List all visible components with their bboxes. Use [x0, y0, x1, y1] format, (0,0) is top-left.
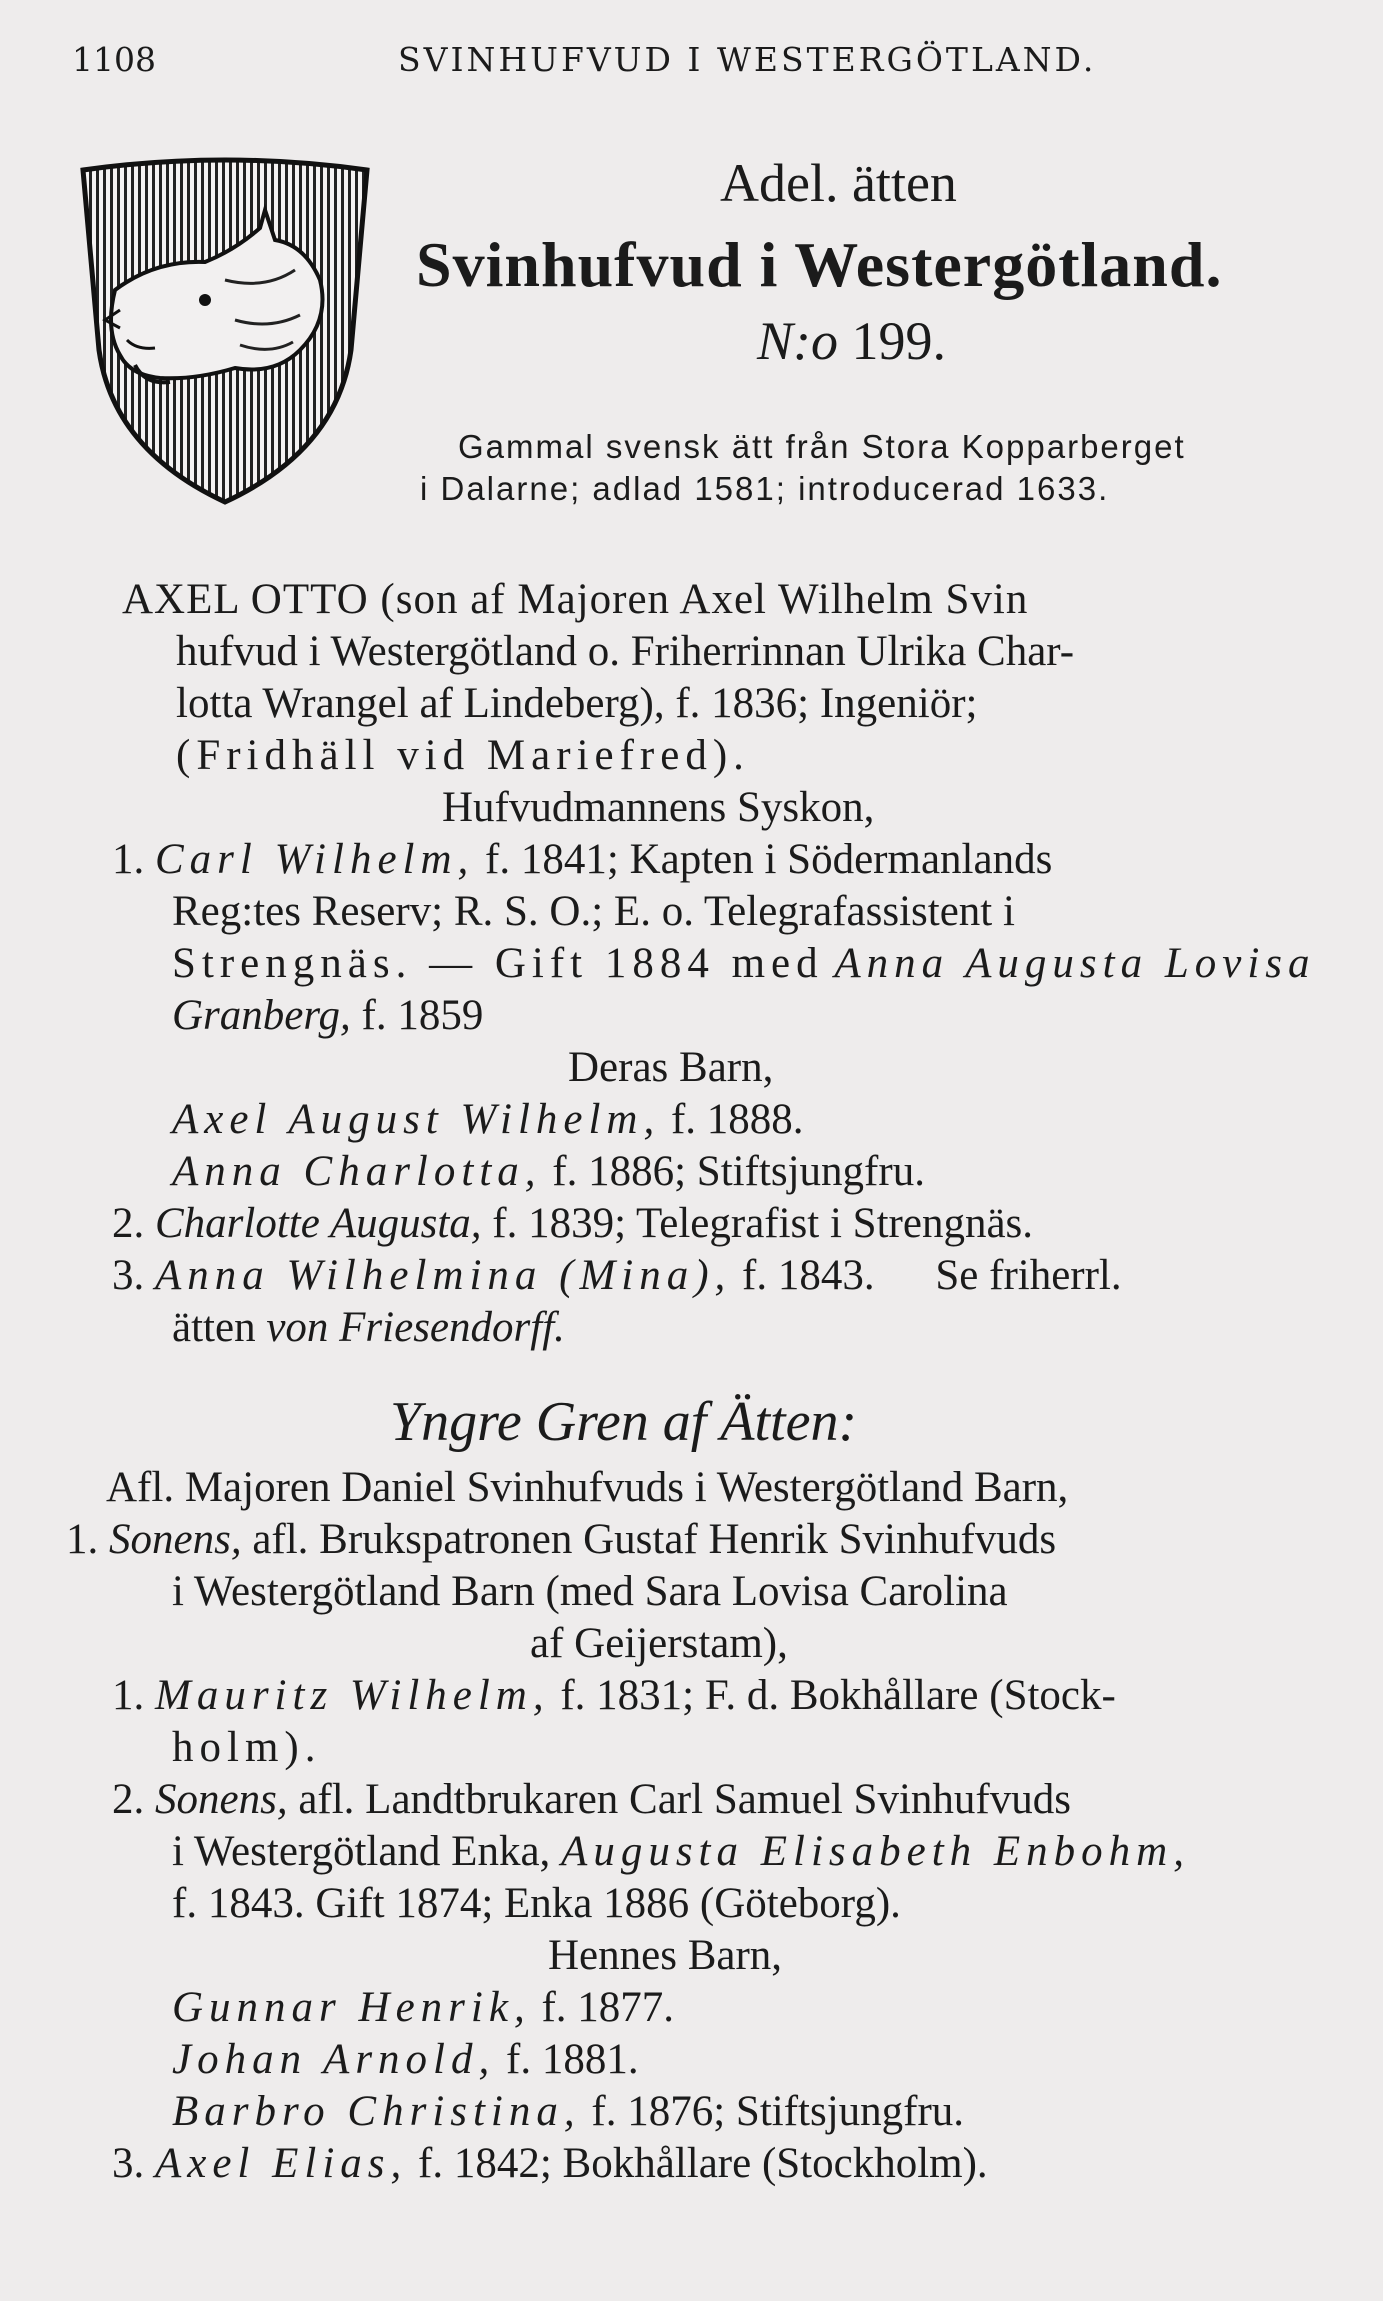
person-name: Granberg,	[172, 992, 351, 1039]
person-name: Johan Arnold,	[172, 2036, 496, 2083]
text-line	[172, 1986, 674, 2029]
person-name: Anna Wilhelmina (Mina),	[155, 1252, 732, 1299]
text-line: i Westergötland Barn (med Sara Lovisa Carolina	[172, 1568, 1008, 1615]
entry-text: f. 1876; Stiftsjungfru.	[591, 2088, 965, 2135]
entry-text: f. 1841; Kapten i Södermanlands	[485, 836, 1053, 883]
entry-text: f. 1877.	[541, 1984, 675, 2031]
person-name: Mauritz Wilhelm,	[155, 1672, 550, 1719]
entry-text: f. 1859	[361, 992, 484, 1039]
entry-text: i Westergötland Enka,	[172, 1828, 551, 1875]
text-line: AXEL OTTO (son af Majoren Axel Wilhelm Svin	[122, 576, 1029, 623]
text-line	[112, 838, 1052, 881]
person-name: Anna Augusta Lovisa	[834, 940, 1316, 987]
person-name: Carl Wilhelm,	[155, 836, 475, 883]
text-line: lotta Wrangel af Lindeberg), f. 1836; Ingeniör;	[176, 680, 978, 727]
entry-text: f. 1888.	[670, 1096, 804, 1143]
text-line	[172, 1830, 1190, 1873]
entry-number: 1.	[66, 1516, 99, 1563]
text-line: af Geijerstam),	[530, 1620, 788, 1667]
entry-text: f. 1886; Stiftsjungfru.	[552, 1148, 925, 1195]
entry-number: 2.	[112, 1776, 145, 1823]
number-value: 199.	[851, 311, 946, 371]
entry-text: afl. Brukspatronen Gustaf Henrik Svinhufvuds	[252, 1516, 1057, 1563]
text-line	[112, 2142, 988, 2185]
text-line	[172, 1098, 804, 1141]
text-line	[112, 1778, 1071, 1821]
entry-text: f. 1843.	[742, 1252, 875, 1299]
entry-text: f. 1881.	[506, 2036, 639, 2083]
family-name: Svinhufvud i Westergötland.	[416, 229, 1223, 300]
entry-text: f. 1831; F. d. Bokhållare (Stock-	[560, 1672, 1116, 1719]
number-prefix: N:o	[757, 311, 838, 371]
text-line	[172, 1306, 565, 1349]
entry-text: Strengnäs. — Gift 1884 med	[172, 940, 824, 987]
text-line: Afl. Majoren Daniel Svinhufvuds i Westergötland Barn,	[106, 1464, 1069, 1511]
entry-text: f. 1842; Bokhållare (Stockholm).	[418, 2140, 988, 2187]
page-number: 1108	[72, 40, 156, 79]
section-heading: Hennes Barn,	[548, 1932, 783, 1979]
entry-text: f. 1839; Telegrafist i Strengnäs.	[492, 1200, 1034, 1247]
text-line	[172, 2038, 639, 2081]
text-line: Reg:tes Reserv; R. S. O.; E. o. Telegrafassistent i	[172, 888, 1015, 935]
person-name: Charlotte Augusta,	[155, 1200, 482, 1247]
running-title: SVINHUFVUD I WESTERGÖTLAND.	[398, 40, 1097, 79]
entry-text: ätten	[172, 1304, 256, 1351]
text-line: hufvud i Westergötland o. Friherrinnan Ulrika Char-	[176, 628, 1075, 675]
person-name: Anna Charlotta,	[172, 1148, 542, 1195]
person-name: Gunnar Henrik,	[172, 1984, 531, 2031]
person-name: Axel Elias,	[155, 2140, 408, 2187]
boar-head-coat-of-arms-icon	[75, 150, 375, 510]
text-line	[172, 2090, 964, 2133]
entry-number: 3.	[112, 1252, 145, 1299]
text-line	[112, 1202, 1033, 1245]
person-name: Sonens,	[155, 1776, 288, 1823]
person-name: von Friesendorff.	[266, 1304, 565, 1351]
entry-number: 1.	[112, 836, 145, 883]
text-line	[66, 1518, 1056, 1561]
text-line	[112, 1674, 1116, 1717]
person-name: Barbro Christina,	[172, 2088, 581, 2135]
text-line	[112, 1254, 1122, 1297]
entry-number: 2.	[112, 1200, 145, 1247]
text-line	[172, 994, 483, 1037]
origin-line1: Gammal svensk ätt från Stora Kopparberget	[458, 428, 1186, 465]
text-line	[172, 942, 1316, 985]
person-name: Axel August Wilhelm,	[172, 1096, 661, 1143]
younger-branch-heading: Yngre Gren af Ätten:	[390, 1391, 858, 1453]
origin-line2: i Dalarne; adlad 1581; introducerad 1633.	[420, 470, 1110, 507]
person-name: Augusta Elisabeth Enbohm,	[561, 1828, 1190, 1875]
entry-number: 1.	[112, 1672, 145, 1719]
title-line1: Adel. ätten	[720, 153, 957, 213]
text-line: holm).	[172, 1724, 322, 1771]
entry-text: Se friherrl.	[935, 1252, 1122, 1299]
text-line: f. 1843. Gift 1874; Enka 1886 (Göteborg).	[172, 1880, 901, 1927]
text-line	[172, 1150, 925, 1193]
section-heading: Hufvudmannens Syskon,	[442, 784, 875, 831]
text-line: (Fridhäll vid Mariefred).	[176, 732, 750, 779]
person-name: Sonens,	[109, 1516, 242, 1563]
entry-number: 3.	[112, 2140, 145, 2187]
section-heading: Deras Barn,	[568, 1044, 774, 1091]
family-number	[757, 310, 946, 372]
entry-text: afl. Landtbrukaren Carl Samuel Svinhufvuds	[298, 1776, 1071, 1823]
